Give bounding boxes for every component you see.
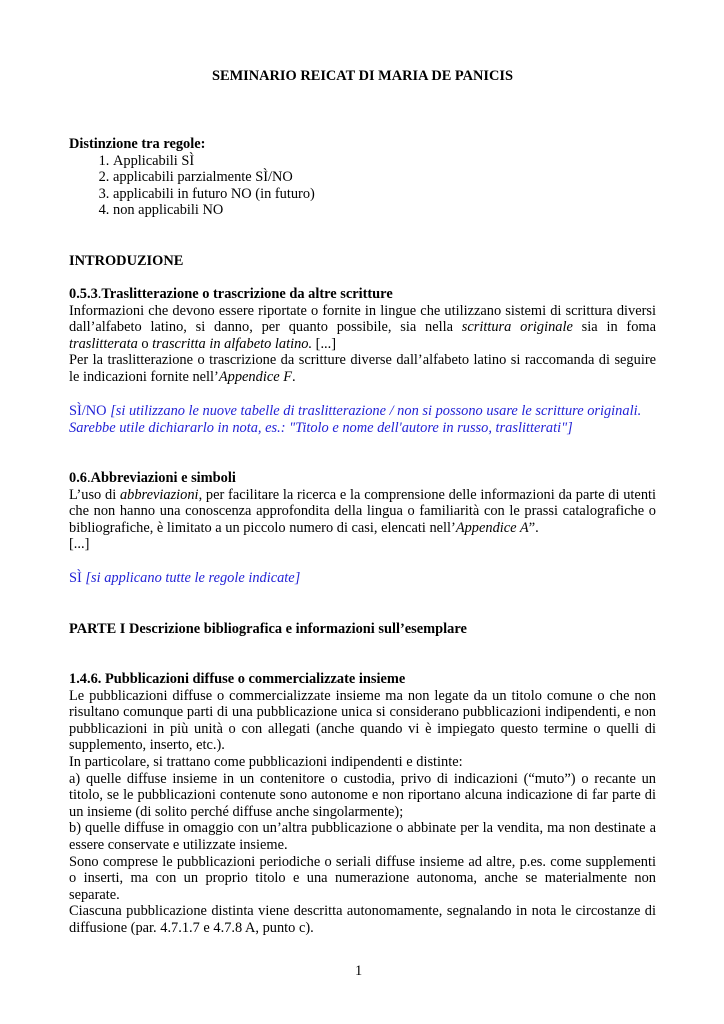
section-number: 0.6 [69,470,87,486]
note-0-6 [69,570,656,587]
text-run: o [137,335,153,352]
section-0-6 [69,470,656,553]
note-text: [si utilizzano le nuove tabelle di traslitterazione / non si possono usare le scritture originali. Sarebbe utile dichiararlo in nota, es.: "Titolo e nome dell'autore in russo, traslitterati"] [69,403,642,436]
note-prefix: SÌ [69,570,86,586]
part-heading: PARTE I Descrizione bibliografica e informazioni sull’esemplare [69,621,467,637]
distinction-section [69,136,656,219]
paragraph [69,487,656,537]
section-title: Abbreviazioni e simboli [90,470,236,486]
section-dot: . [87,470,91,486]
document-title: SEMINARIO REICAT DI MARIA DE PANICIS [211,68,514,84]
section-0-5-3-title [69,286,656,303]
intro-heading: INTRODUZIONE [69,253,184,269]
text-run: scrittura originale [461,319,573,336]
text-run: L’uso di [69,486,120,503]
paragraph: Le pubblicazioni diffuse o commercializzate insieme ma non legate da un titolo comune o che non risultano comunque parti di una pubblicazione unica si considerano pubblicazioni indipendenti, e non pubblicazioni in più unità o con allegati (anche quando vi è impiegato questo termine o quelli di supplemento, inserto, etc.). [69,687,656,754]
section-0-5-3 [69,286,656,386]
text-run: Per la traslitterazione o trascrizione da scritture diverse dall’alfabeto latino si raccomanda di seguire le indicazioni fornite nell’ [69,352,656,385]
list-item: 4. non applicabili NO [113,202,656,219]
paragraph: Ciascuna pubblicazione distinta viene descritta autonomamente, segnalando in nota le circostanze di diffusione (par. 4.7.1.7 e 4.7.8 A, punto c). [69,903,656,936]
section-number: 0.5.3 [69,286,98,302]
section-title: 1.4.6. Pubblicazioni diffuse o commercializzate insieme [69,671,406,687]
paragraph: b) quelle diffuse in omaggio con un’altra pubblicazione o abbinate per la vendita, ma non destinate a essere conservate e utilizzate insieme. [69,820,656,853]
section-0-6-title [69,470,656,487]
distinction-heading: Distinzione tra regole: [69,136,206,152]
text-run: . [291,368,296,385]
paragraph [69,352,656,385]
text-run: abbreviazioni [119,486,199,503]
note-0-5-3 [69,403,656,436]
paragraph: a) quelle diffuse insieme in un contenitore o custodia, privo di indicazioni (“muto”) o recante un titolo, se le pubblicazioni contenute sono autonome e non riportano alcuna indicazione di far parte di un insieme (di solito perché diffuse anche singolarmente); [69,770,656,820]
list-item: 2. applicabili parzialmente SÌ/NO [113,169,656,186]
text-run: , per facilitare la ricerca e la comprensione delle informazioni da parte di utenti che non hanno una conoscenza approfondita della lingua o familiarità con le prassi catalografiche o bibliografiche, è limitato a un piccolo numero di casi, elencati nell’ [69,486,657,536]
paragraph: In particolare, si trattano come pubblicazioni indipendenti e distinte: [69,753,463,770]
text-run: [...] [312,335,337,352]
paragraph: Sono comprese le pubblicazioni periodiche o seriali diffuse insieme ad altre, p.es. come supplementi o inserti, ma con un proprio titolo e una numerazione autonoma, anche se materialmente non separate. [69,853,656,903]
section-dot: . [97,286,102,302]
section-title: Traslitterazione o trascrizione da altre scritture [101,286,393,302]
paragraph [69,303,656,353]
text-run: Informazioni che devono essere riportate o fornite in lingue che utilizzano sistemi di scrittura diversi dall’alfabeto latino, si danno, per quanto possibile, sia nella [69,302,656,336]
list-item: 3. applicabili in futuro NO (in futuro) [113,186,656,203]
text-run: ”. [528,519,539,536]
distinction-list [69,153,656,219]
page-number: 1 [355,963,363,979]
text-run: trascritta in alfabeto latino. [152,335,313,352]
ellipsis: [...] [69,536,90,553]
note-prefix: SÌ/NO [69,403,111,419]
text-run: traslitterata [69,335,138,352]
list-item: 1. Applicabili SÌ [113,153,656,170]
section-1-4-6 [69,671,656,937]
text-run: sia in foma [572,319,656,336]
note-text: [si applicano tutte le regole indicate] [85,570,301,586]
text-run: Appendice F [218,368,292,385]
text-run: Appendice A [455,519,529,536]
